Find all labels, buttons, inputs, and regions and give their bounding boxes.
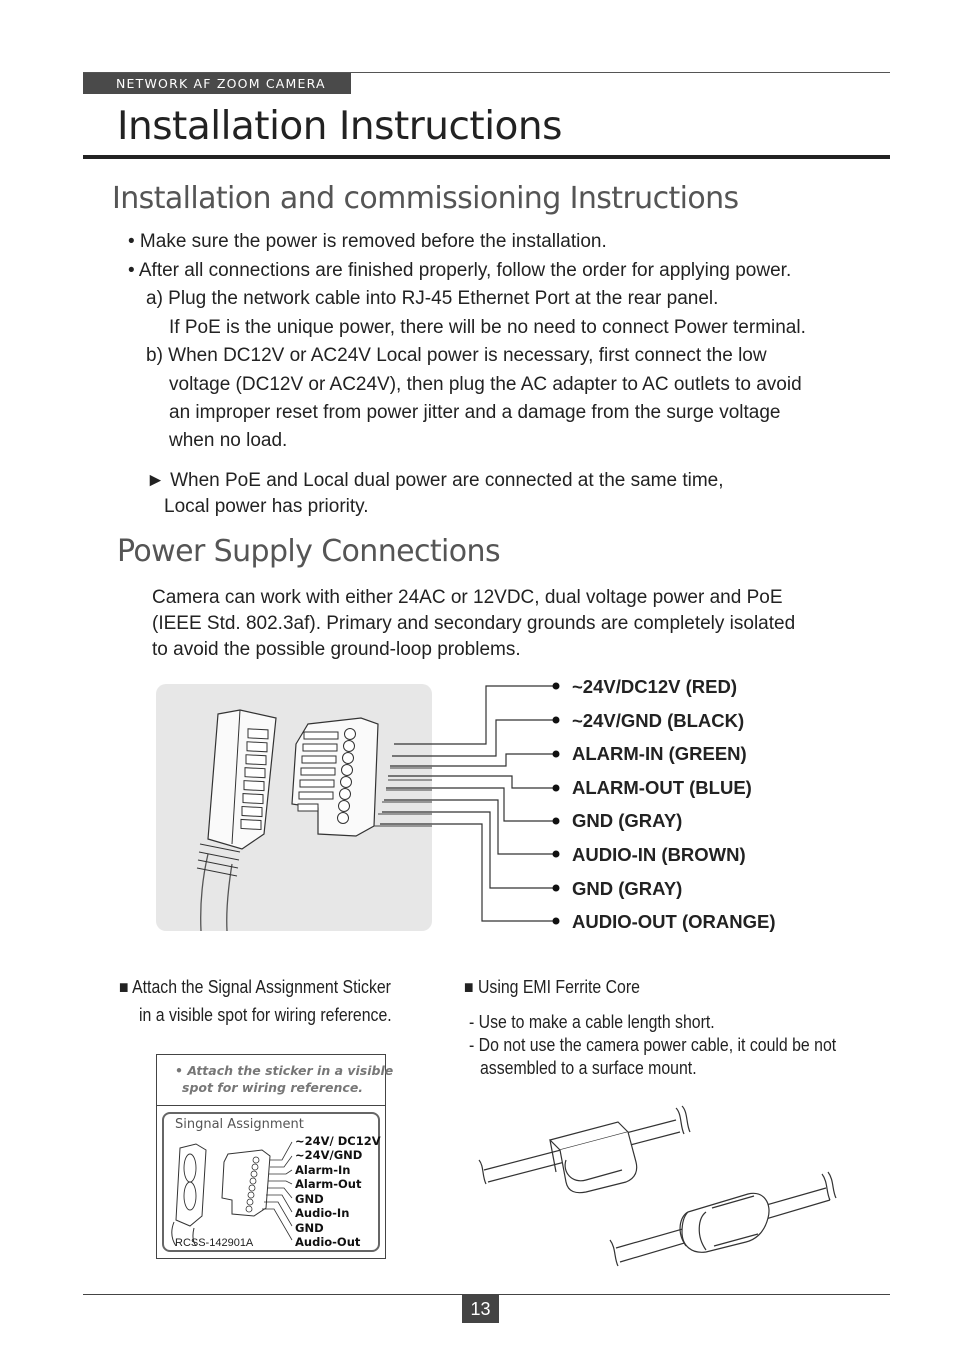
pin-label-7: GND (GRAY): [572, 878, 683, 899]
page-number: 13: [462, 1295, 499, 1323]
sticker-label-3: Alarm-In: [295, 1163, 351, 1177]
pin-label-5: GND (GRAY): [572, 810, 683, 831]
pin-label-4: ALARM-OUT (BLUE): [572, 777, 752, 798]
pin-label-1: ~24V/DC12V (RED): [572, 676, 738, 697]
page-title: Installation Instructions: [117, 104, 562, 149]
install-step-b-2: voltage (DC12V or AC24V), then plug the AC adapter to AC outlets to avoid: [169, 374, 802, 395]
priority-note-2: Local power has priority.: [164, 496, 369, 517]
sticker-label-8: Audio-Out: [295, 1235, 361, 1249]
sticker-heading: Singnal Assignment: [175, 1117, 304, 1132]
install-step-b-1: b) When DC12V or AC24V Local power is necessary, first connect the low: [146, 345, 767, 366]
install-step-b-4: when no load.: [169, 430, 288, 451]
power-desc-3: to avoid the possible ground-loop problems.: [152, 639, 521, 660]
sticker-code: RCSS-142901A: [175, 1237, 254, 1249]
emi-line-3: assembled to a surface mount.: [480, 1058, 697, 1078]
sticker-label-1: ~24V/ DC12V: [295, 1134, 381, 1148]
sticker-note-2: spot for wiring reference.: [182, 1080, 364, 1095]
title-rule: [83, 155, 890, 159]
emi-line-1: - Use to make a cable length short.: [469, 1012, 715, 1032]
sticker-label-6: Audio-In: [295, 1206, 350, 1220]
install-section-title: Installation and commissioning Instructions: [112, 181, 739, 216]
sticker-label-7: GND: [295, 1221, 324, 1235]
power-section-title: Power Supply Connections: [117, 534, 500, 569]
sticker-label-2: ~24V/GND: [295, 1148, 363, 1162]
ferrite-core-illustration: [476, 1100, 846, 1275]
install-bullet-1: • Make sure the power is removed before the installation.: [128, 231, 607, 252]
emi-title: ■ Using EMI Ferrite Core: [464, 977, 640, 997]
pin-label-2: ~24V/GND (BLACK): [572, 710, 745, 731]
header-tag: NETWORK AF ZOOM CAMERA: [83, 73, 351, 94]
sticker-connector-illustration: [166, 1136, 296, 1246]
install-step-a-1: a) Plug the network cable into RJ-45 Ethernet Port at the rear panel.: [146, 288, 719, 309]
pin-label-3: ALARM-IN (GREEN): [572, 743, 747, 764]
sticker-divider: [157, 1105, 385, 1106]
install-step-b-3: an improper reset from power jitter and a damage from the surge voltage: [169, 402, 781, 423]
sticker-instruction-1: ■ Attach the Signal Assignment Sticker: [119, 977, 391, 997]
priority-note-1: ► When PoE and Local dual power are connected at the same time,: [146, 470, 724, 491]
sticker-label-5: GND: [295, 1192, 324, 1206]
sticker-note-1: • Attach the sticker in a visible: [175, 1063, 394, 1078]
wire-routing: [380, 676, 570, 936]
power-desc-2: (IEEE Std. 802.3af). Primary and secondary grounds are completely isolated: [152, 613, 796, 634]
emi-line-2: - Do not use the camera power cable, it could be not: [469, 1035, 837, 1055]
pin-label-8: AUDIO-OUT (ORANGE): [572, 911, 776, 932]
sticker-label-4: Alarm-Out: [295, 1177, 362, 1191]
install-step-a-2: If PoE is the unique power, there will be no need to connect Power terminal.: [169, 317, 806, 338]
install-bullet-2: • After all connections are finished properly, follow the order for applying power.: [128, 260, 792, 281]
pin-label-6: AUDIO-IN (BROWN): [572, 844, 746, 865]
power-desc-1: Camera can work with either 24AC or 12VDC, dual voltage power and PoE: [152, 587, 783, 608]
sticker-instruction-2: in a visible spot for wiring reference.: [139, 1005, 392, 1025]
